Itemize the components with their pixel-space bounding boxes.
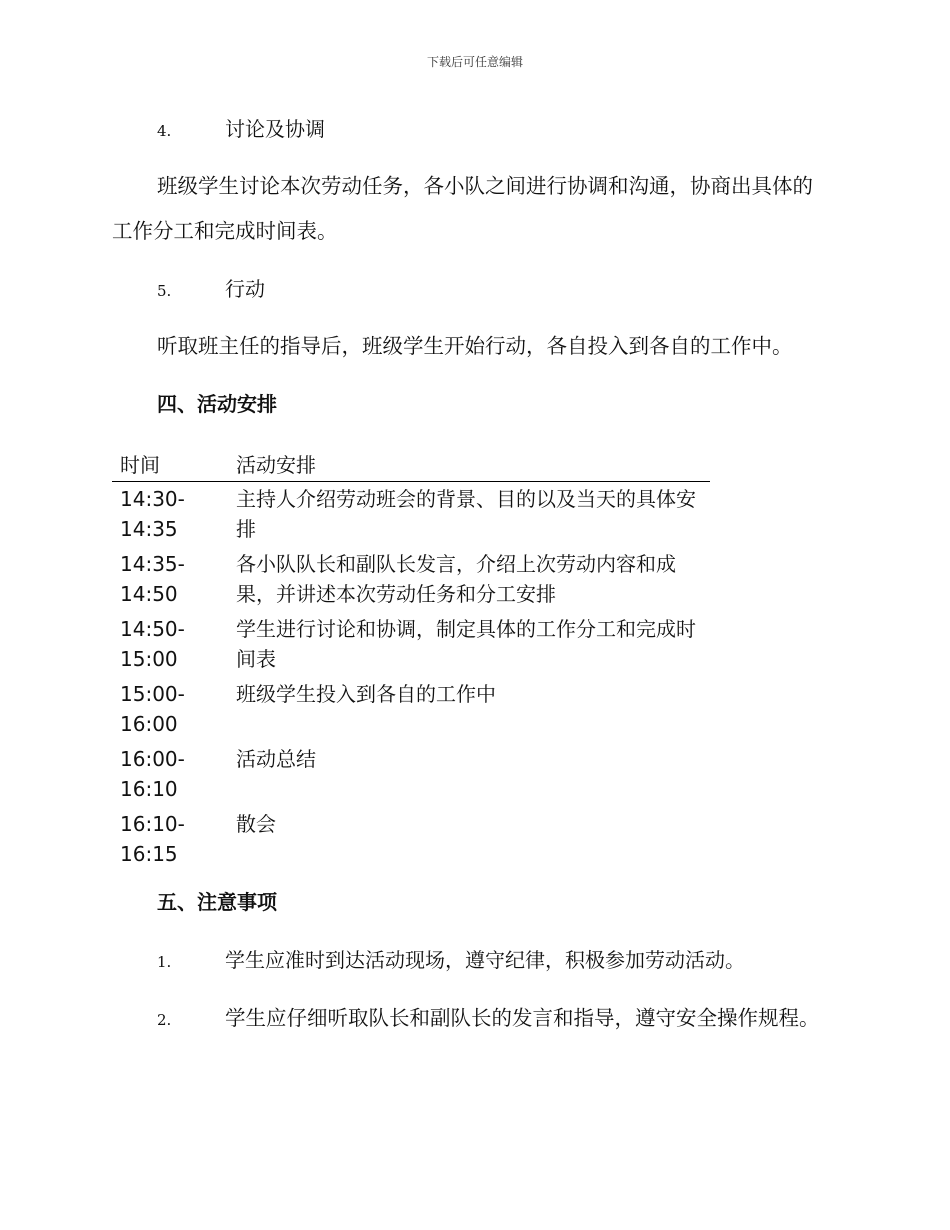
header-activity: 活动安排: [228, 449, 710, 482]
note-1-number: 1.: [157, 953, 172, 971]
row-time: 16:10-16:15: [120, 812, 185, 866]
row-activity: 学生进行讨论和协调，制定具体的工作分工和完成时间表: [236, 617, 696, 671]
row-time: 16:00-16:10: [120, 747, 185, 801]
table-row: [112, 482, 710, 548]
item-4-paragraph: 班级学生讨论本次劳动任务，各小队之间进行协调和沟通，协商出具体的工作分工和完成时间表。: [112, 174, 813, 243]
section-heading-schedule: 四、活动安排: [157, 392, 277, 416]
row-time: 15:00-16:00: [120, 682, 185, 736]
row-time: 14:35-14:50: [120, 552, 185, 606]
row-time: 14:50-15:00: [120, 617, 185, 671]
item-5-heading: [157, 274, 265, 306]
table-row: [112, 742, 710, 807]
note-1: [157, 945, 745, 977]
note-2: [112, 996, 832, 1043]
item-5-paragraph: 听取班主任的指导后，班级学生开始行动，各自投入到各自的工作中。: [157, 334, 793, 358]
schedule-header-row: [112, 449, 710, 482]
row-activity: 各小队队长和副队长发言，介绍上次劳动内容和成果，并讲述本次劳动任务和分工安排: [236, 552, 676, 606]
item-5-title: 行动: [225, 277, 265, 301]
table-row: [112, 612, 710, 677]
item-4-title: 讨论及协调: [225, 117, 325, 141]
row-activity: 主持人介绍劳动班会的背景、目的以及当天的具体安排: [236, 487, 696, 541]
item-4-number: 4.: [157, 122, 172, 140]
page-header-note: 下载后可任意编辑: [426, 55, 523, 69]
section-heading-notes: 五、注意事项: [157, 890, 277, 914]
item-4-heading: [157, 114, 325, 146]
table-row: [112, 677, 710, 742]
header-time: 时间: [112, 449, 228, 482]
note-1-text: 学生应准时到达活动现场，遵守纪律，积极参加劳动活动。: [225, 948, 745, 972]
row-activity: 活动总结: [236, 747, 316, 771]
row-activity: 散会: [236, 812, 276, 836]
note-2-text: 学生应仔细听取队长和副队长的发言和指导，遵守安全操作规程。: [225, 1006, 820, 1030]
row-time: 14:30-14:35: [120, 487, 185, 541]
table-row: [112, 547, 710, 612]
schedule-table: [112, 449, 710, 872]
item-5-number: 5.: [157, 282, 172, 300]
note-2-number: 2.: [157, 1011, 172, 1029]
row-activity: 班级学生投入到各自的工作中: [236, 682, 496, 706]
table-row: [112, 807, 710, 872]
